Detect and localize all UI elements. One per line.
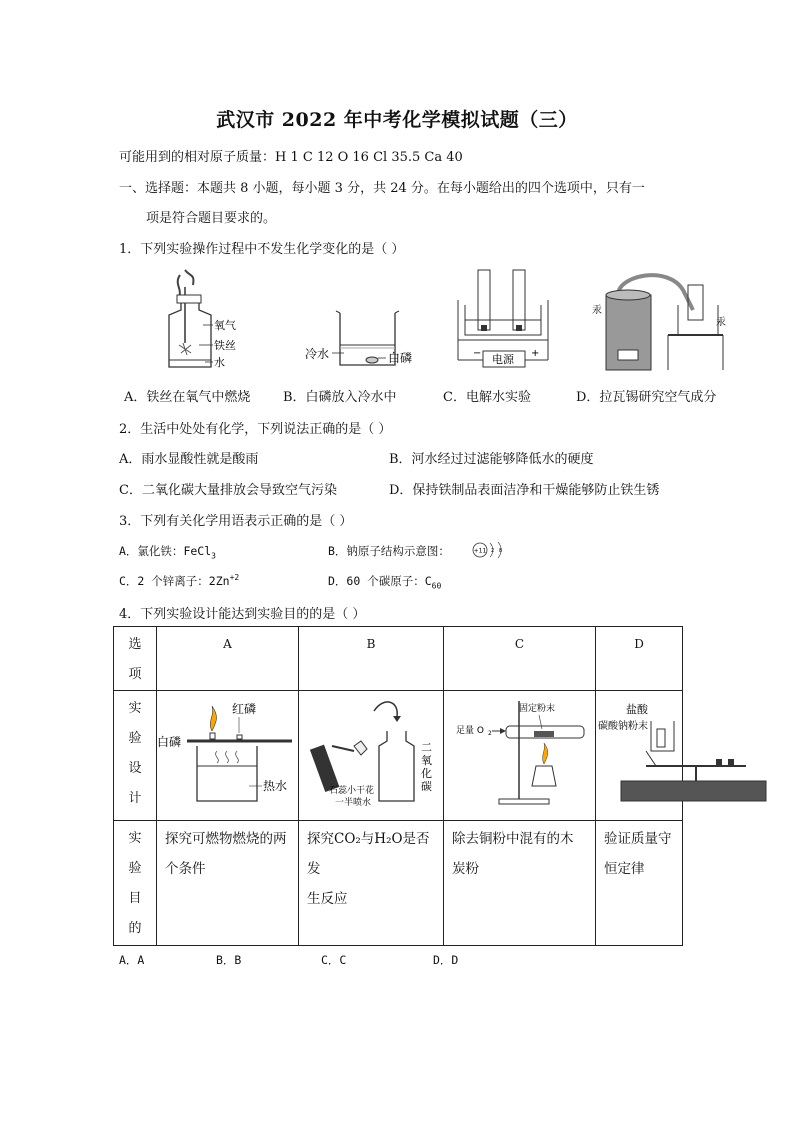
svg-text:碳酸钠粉末: 碳酸钠粉末 (598, 721, 648, 732)
col-header-a: A (157, 627, 299, 691)
svg-text:一半喷水: 一半喷水 (335, 798, 372, 808)
q3-stem: 3．下列有关化学用语表示正确的是（ ） (119, 514, 353, 529)
q1-figure-d-lavoisier (588, 265, 728, 375)
q1-figure-c-electrolysis (453, 265, 563, 375)
svg-text:+11: +11 (473, 547, 487, 555)
q3-option-c[interactable]: C．2 个锌离子：$2Zn^{+2}$ (119, 573, 240, 588)
test-tube-icon (513, 270, 525, 330)
q4-option-c[interactable]: C．C (321, 953, 347, 967)
q3-option-a[interactable]: A．氯化铁：FeCl$_3$ (119, 544, 216, 561)
svg-text:冷水: 冷水 (305, 347, 330, 361)
q1-stem: 1．下列实验操作过程中不发生化学变化的是（ ） (119, 242, 405, 257)
section-instructions-line1: 一、选择题：本题共 8 小题，每小题 3 分，共 24 分。在每小题给出的四个选项中，只有一 (119, 181, 645, 196)
q2-option-b[interactable]: B．河水经过过滤能够降低水的硬度 (389, 452, 594, 467)
svg-text:2: 2 (488, 730, 492, 737)
svg-text:化: 化 (421, 767, 432, 780)
q3-option-d[interactable]: D．60 个碳原子：$C_{60}$ (328, 574, 442, 591)
q1-figure-a-iron-burning (155, 265, 245, 375)
spray-bottle-icon (310, 745, 339, 792)
tube-heating-diagram (444, 691, 594, 816)
beaker-icon (197, 746, 257, 801)
q1-option-c[interactable]: C．电解水实验 (443, 390, 531, 405)
svg-text:固定粉末: 固定粉末 (519, 704, 556, 714)
q4-option-a[interactable]: A．A (119, 953, 145, 967)
q2-stem: 2．生活中处处有化学，下列说法正确的是（ ） (119, 422, 392, 437)
section-instructions-line2: 项是符合题目要求的。 (146, 211, 277, 226)
svg-text:石蕊小干花: 石蕊小干花 (329, 786, 375, 796)
design-cell-b (299, 691, 444, 821)
q2-option-d[interactable]: D．保持铁制品表面洁净和干燥能够防止铁生锈 (389, 483, 660, 498)
design-cell-a (157, 691, 299, 821)
balance-scale-icon (621, 781, 766, 801)
svg-text:氧: 氧 (421, 754, 432, 767)
row-label-design: 实 验 设 计 (114, 691, 157, 821)
q4-option-b[interactable]: B．B (216, 953, 242, 967)
svg-text:红磷: 红磷 (232, 702, 257, 716)
purpose-cell-c: 除去铜粉中混有的木 炭粉 (444, 821, 596, 946)
q1-option-d[interactable]: D．拉瓦锡研究空气成分 (576, 390, 717, 405)
q1-option-a[interactable]: A．铁丝在氧气中燃烧 (124, 390, 251, 405)
q4-stem: 4．下列实验设计能达到实验目的的是（ ） (119, 607, 366, 622)
purpose-cell-d: 验证质量守 恒定律 (596, 821, 683, 946)
beaker-icon (340, 313, 395, 365)
purpose-cell-a: 探究可燃物燃烧的两 个条件 (157, 821, 299, 946)
design-cell-c (444, 691, 596, 821)
balance-diagram (596, 691, 682, 816)
q4-option-d[interactable]: D．D (433, 953, 459, 967)
svg-text:汞: 汞 (592, 305, 602, 316)
col-header-c: C (444, 627, 596, 691)
col-header-d: D (596, 627, 683, 691)
svg-text:热水: 热水 (263, 779, 288, 793)
co2-water-diagram (299, 691, 442, 816)
svg-text:盐酸: 盐酸 (626, 703, 648, 716)
svg-text:−: − (473, 348, 482, 359)
q3-option-b[interactable]: B．钠原子结构示意图： (328, 544, 450, 558)
svg-text:铁丝: 铁丝 (214, 339, 236, 352)
row-label-purpose: 实 验 目 的 (114, 821, 157, 946)
q2-option-a[interactable]: A．雨水显酸性就是酸雨 (119, 452, 259, 467)
arrow-icon (374, 702, 397, 716)
q1-option-b[interactable]: B．白磷放入冷水中 (283, 390, 397, 405)
page-title: 武汉市 2022 年中考化学模拟试题（三） (216, 109, 578, 131)
row-label-option: 选 项 (114, 627, 157, 691)
svg-text:汞: 汞 (716, 317, 726, 328)
alcohol-lamp-icon (532, 766, 556, 786)
svg-text:二: 二 (421, 741, 432, 754)
test-tube-icon (478, 270, 490, 330)
purpose-cell-b: 探究CO₂与H₂O是否发 生反应 (299, 821, 444, 946)
svg-text:2: 2 (491, 548, 495, 554)
gas-bottle-icon (379, 731, 414, 801)
svg-text:8: 8 (499, 548, 503, 554)
flower-icon (354, 741, 367, 755)
svg-text:白磷: 白磷 (157, 735, 182, 749)
q4-table (113, 626, 683, 946)
gas-bottle-icon (169, 303, 211, 367)
q2-option-c[interactable]: C．二氧化碳大量排放会导致空气污染 (119, 483, 337, 498)
svg-text:白磷: 白磷 (388, 351, 413, 365)
col-header-b: B (299, 627, 444, 691)
svg-text:电源: 电源 (492, 353, 514, 366)
atomic-masses: 可能用到的相对原子质量：H 1 C 12 O 16 Cl 35.5 Ca 40 (119, 150, 463, 165)
design-cell-d (596, 691, 683, 821)
sodium-atom-diagram-icon (470, 539, 510, 561)
q1-figure-b-beaker (300, 265, 440, 375)
svg-text:水: 水 (214, 356, 225, 369)
combustion-apparatus-diagram (157, 691, 297, 816)
svg-text:碳: 碳 (421, 780, 432, 793)
flame-icon (210, 706, 216, 731)
svg-text:氧气: 氧气 (214, 319, 236, 332)
svg-text:+: + (531, 348, 540, 359)
svg-text:足量 O: 足量 O (456, 726, 484, 736)
